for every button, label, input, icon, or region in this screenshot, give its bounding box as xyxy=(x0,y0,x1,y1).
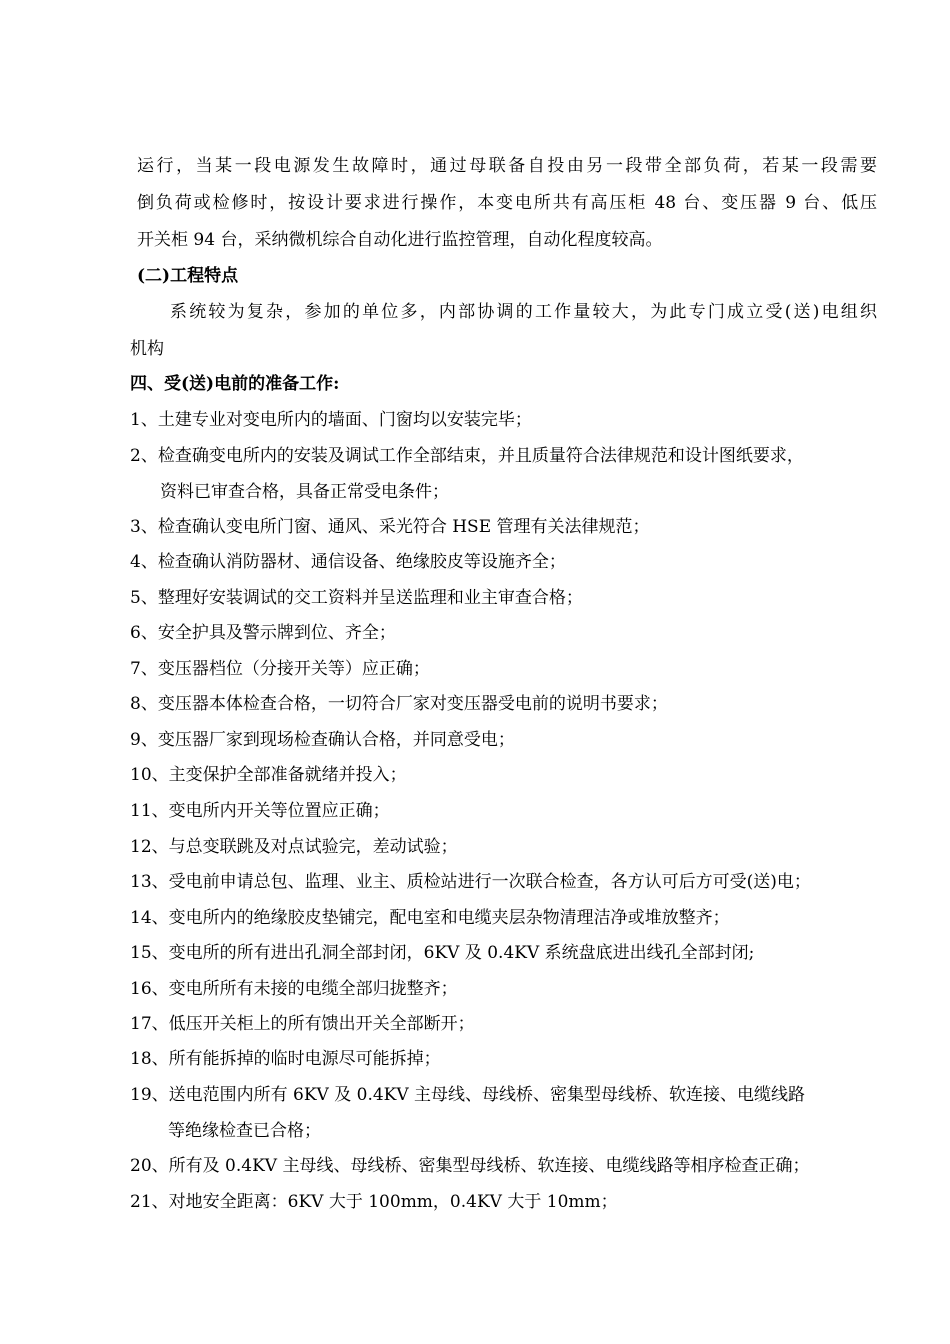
list-item-number: 13、 xyxy=(130,872,169,892)
list-item-continuation: 资料已审查合格，具备正常受电条件； xyxy=(160,482,449,502)
list-item-text: 变电所内的绝缘胶皮垫铺完，配电室和电缆夹层杂物清理洁净或堆放整齐； xyxy=(168,908,730,928)
list-item xyxy=(130,445,804,467)
list-item xyxy=(130,1048,441,1070)
list-item xyxy=(130,587,583,609)
list-item-text: 所有及 0.4KV 主母线、母线桥、密集型母线桥、软连接、电缆线路等相序检查正确； xyxy=(168,1156,810,1176)
list-item-number: 3、 xyxy=(130,517,158,537)
list-item-number: 14、 xyxy=(130,908,169,928)
list-item-text: 变压器厂家到现场检查确认合格，并同意受电； xyxy=(157,730,515,750)
list-item-number: 11、 xyxy=(130,801,169,821)
list-item xyxy=(130,800,390,822)
list-item xyxy=(130,516,650,538)
list-item xyxy=(130,1191,618,1213)
list-item xyxy=(130,551,566,573)
list-item-text: 变压器档位（分接开关等）应正确； xyxy=(157,659,430,679)
list-item-number: 19、 xyxy=(130,1085,169,1105)
list-item-number: 8、 xyxy=(130,694,158,714)
list-item-text: 低压开关柜上的所有馈出开关全部断开； xyxy=(168,1014,475,1034)
list-item-text: 变压器本体检查合格，一切符合厂家对变压器受电前的说明书要求； xyxy=(157,694,668,714)
list-item-number: 7、 xyxy=(130,659,158,679)
list-item-number: 2、 xyxy=(130,446,158,466)
features-paragraph-line-1: 系统较为复杂，参加的单位多，内部协调的工作量较大，为此专门成立受(送)电组织 xyxy=(170,302,877,322)
list-item-text: 变电所内开关等位置应正确； xyxy=(168,801,390,821)
section-heading-preparation: 四、受(送)电前的准备工作: xyxy=(130,374,340,394)
list-item xyxy=(130,622,396,644)
list-item-number: 16、 xyxy=(130,979,169,999)
list-item-text: 检查确认消防器材、通信设备、绝缘胶皮等设施齐全； xyxy=(157,552,566,572)
list-item-number: 10、 xyxy=(130,765,169,785)
list-item xyxy=(130,764,407,786)
intro-line-1: 运行，当某一段电源发生故障时，通过母联备自投由另一段带全部负荷，若某一段需要 xyxy=(137,156,877,176)
list-item-text: 对地安全距离：6KV 大于 100mm，0.4KV 大于 10mm； xyxy=(168,1192,618,1212)
list-item-number: 18、 xyxy=(130,1049,169,1069)
list-item-number: 4、 xyxy=(130,552,158,572)
list-item xyxy=(130,942,754,964)
list-item xyxy=(130,1013,475,1035)
section-heading-features: (二)工程特点 xyxy=(137,266,239,286)
list-item-text: 受电前申请总包、监理、业主、质检站进行一次联合检查，各方认可后方可受(送)电； xyxy=(168,872,811,892)
list-item-number: 21、 xyxy=(130,1192,169,1212)
features-paragraph-line-2: 机构 xyxy=(130,339,164,359)
list-item-text: 土建专业对变电所内的墙面、门窗均以安装完毕； xyxy=(157,410,532,430)
list-item xyxy=(130,871,811,893)
list-item-number: 12、 xyxy=(130,837,169,857)
list-item-number: 1、 xyxy=(130,410,158,430)
list-item xyxy=(130,693,668,715)
list-item-text: 整理好安装调试的交工资料并呈送监理和业主审查合格； xyxy=(157,588,583,608)
list-item xyxy=(130,729,515,751)
list-item xyxy=(130,907,730,929)
list-item-number: 6、 xyxy=(130,623,158,643)
list-item-text: 与总变联跳及对点试验完，差动试验； xyxy=(168,837,458,857)
list-item xyxy=(130,1155,809,1177)
list-item xyxy=(130,1084,805,1106)
list-item-text: 主变保护全部准备就绪并投入； xyxy=(168,765,407,785)
list-item-text: 检查确认变电所门窗、通风、采光符合 HSE 管理有关法律规范； xyxy=(157,517,650,537)
list-item xyxy=(130,836,458,858)
intro-line-3: 开关柜 94 台，采纳微机综合自动化进行监控管理，自动化程度较高。 xyxy=(137,230,663,250)
list-item-number: 5、 xyxy=(130,588,158,608)
list-item-text: 变电所所有未接的电缆全部归拢整齐； xyxy=(168,979,458,999)
list-item-continuation: 等绝缘检查已合格； xyxy=(168,1121,321,1141)
list-item-number: 20、 xyxy=(130,1156,169,1176)
list-item-text: 检查确变电所内的安装及调试工作全部结束，并且质量符合法律规范和设计图纸要求， xyxy=(157,446,804,466)
list-item-number: 17、 xyxy=(130,1014,169,1034)
list-item xyxy=(130,658,430,680)
intro-line-2: 倒负荷或检修时，按设计要求进行操作，本变电所共有高压柜 48 台、变压器 9 台、低压 xyxy=(137,193,877,213)
list-item xyxy=(130,409,532,431)
list-item-text: 安全护具及警示牌到位、齐全； xyxy=(157,623,396,643)
list-item-number: 9、 xyxy=(130,730,158,750)
list-item-text: 变电所的所有进出孔洞全部封闭，6KV 及 0.4KV 系统盘底进出线孔全部封闭; xyxy=(168,943,755,963)
list-item-text: 送电范围内所有 6KV 及 0.4KV 主母线、母线桥、密集型母线桥、软连接、电缆线路 xyxy=(168,1085,806,1105)
list-item-text: 所有能拆掉的临时电源尽可能拆掉； xyxy=(168,1049,441,1069)
list-item xyxy=(130,978,458,1000)
list-item-number: 15、 xyxy=(130,943,169,963)
